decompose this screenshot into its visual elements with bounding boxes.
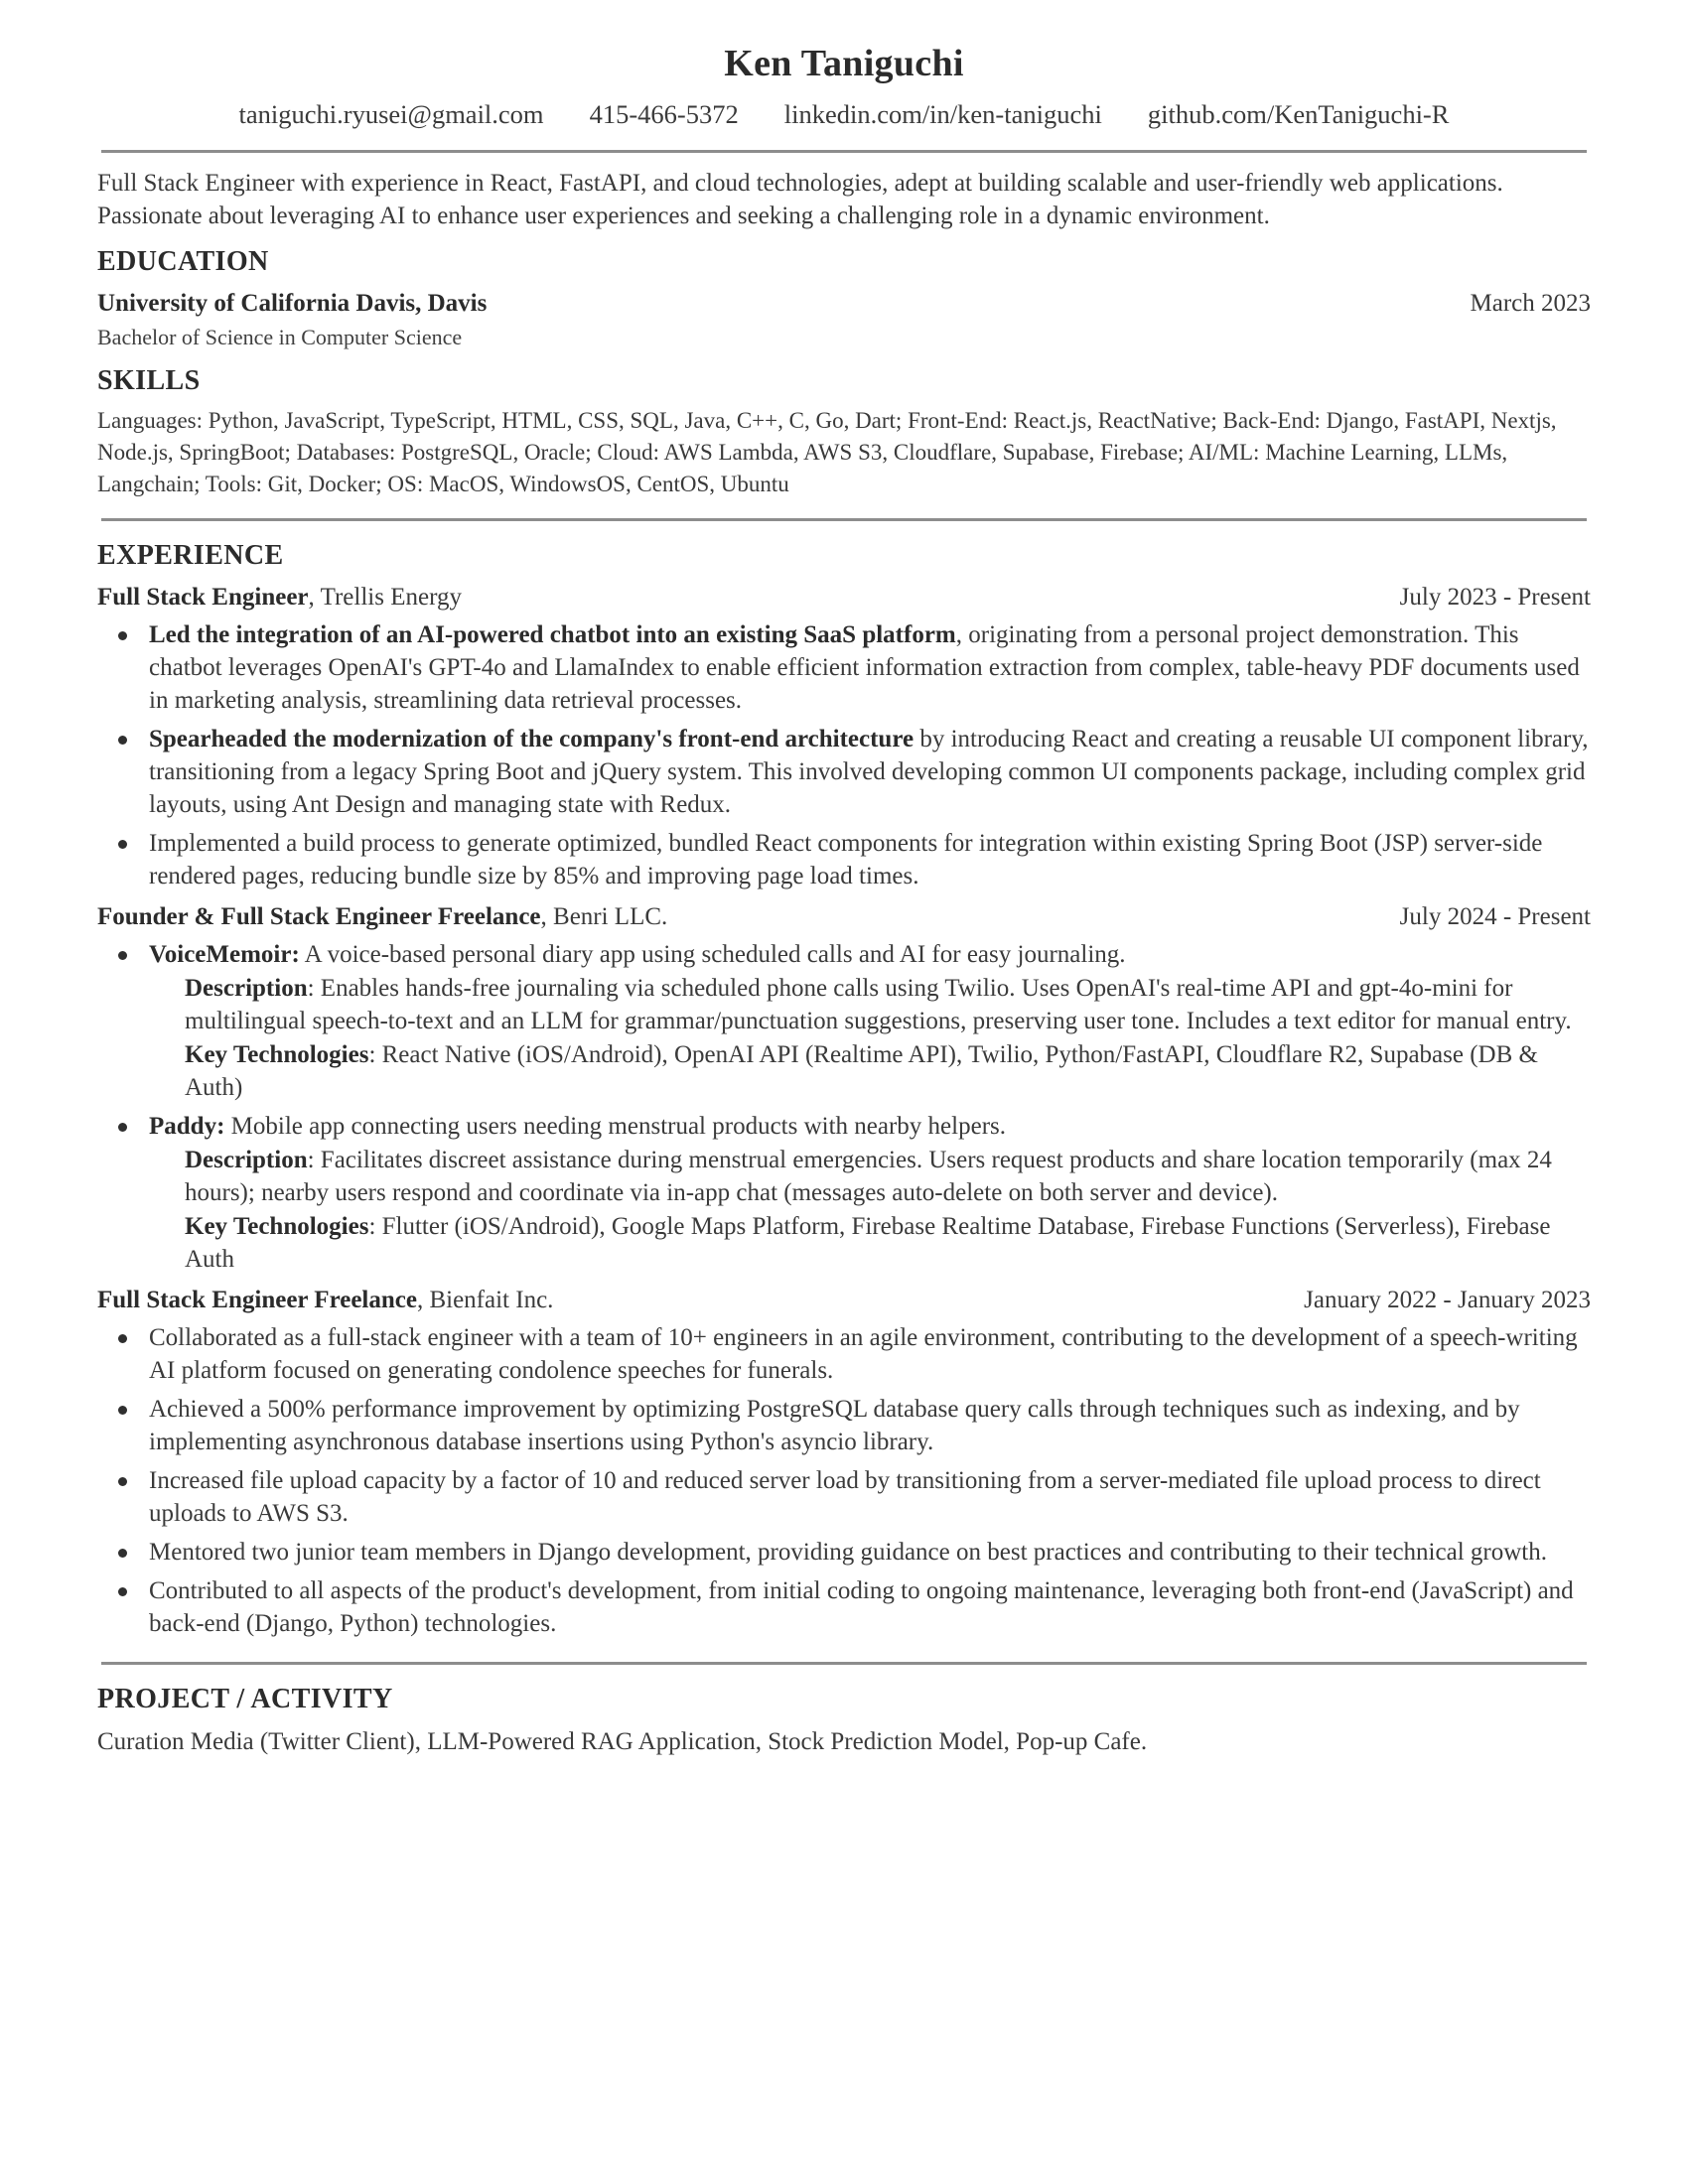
job-title: Full Stack Engineer bbox=[97, 583, 309, 611]
section-heading-project: PROJECT / ACTIVITY bbox=[97, 1684, 393, 1715]
project-description bbox=[149, 1144, 1591, 1209]
bullet-text: Achieved a 500% performance improvement by optimizing PostgreSQL database query calls through techniques such as indexing, and by implementing asynchronous database insertions using Python's asyncio library. bbox=[149, 1396, 1520, 1456]
education-entry bbox=[97, 288, 1591, 319]
bullet-lead: Led the integration of an AI-powered chatbot into an existing SaaS platform bbox=[149, 620, 956, 648]
contact-row bbox=[0, 99, 1688, 130]
resume-header bbox=[0, 0, 1688, 130]
job-title-org bbox=[97, 1285, 553, 1315]
divider-experience bbox=[101, 1662, 1587, 1665]
project-name: Paddy: bbox=[149, 1113, 225, 1141]
bullet-text: , originating from a personal project demonstration. This chatbot leverages OpenAI's GPT-4o and LlamaIndex to enable efficient information extraction from complex, table-heavy PDF documents used in marketing analysis, streamlining data retrieval processes. bbox=[149, 620, 1580, 714]
bullet-text: Implemented a build process to generate optimized, bundled React components for integration within existing Spring Boot (JSP) server-side rendered pages, reducing bundle size by 85% and improving page load times. bbox=[149, 829, 1543, 889]
section-heading-skills: SKILLS bbox=[97, 364, 201, 396]
sub-label: Key Technologies bbox=[185, 1041, 369, 1069]
resume-body bbox=[0, 167, 1688, 500]
project-key-technologies bbox=[149, 1210, 1591, 1276]
contact-email[interactable]: taniguchi.ryusei@gmail.com bbox=[238, 98, 544, 129]
job-date: July 2023 - Present bbox=[1399, 583, 1591, 611]
job-bullet-list bbox=[97, 618, 1591, 892]
list-item bbox=[97, 1321, 1591, 1387]
bullet-text: Increased file upload capacity by a factor of 10 and reduced server load by transitioning from a server-mediated file upload process to direct uploads to AWS S3. bbox=[149, 1467, 1541, 1528]
divider-header bbox=[101, 150, 1587, 153]
job-org: Trellis Energy bbox=[320, 583, 462, 611]
bullet-text: Mentored two junior team members in Django development, providing guidance on best practices and contributing to their technical growth. bbox=[149, 1539, 1547, 1567]
job-separator: , bbox=[540, 902, 554, 930]
job-separator: , bbox=[308, 583, 321, 611]
project-body: Curation Media (Twitter Client), LLM-Powered RAG Application, Stock Prediction Model, Pop-up Cafe. bbox=[97, 1728, 1148, 1756]
job-title-org bbox=[97, 582, 462, 613]
job-title-org bbox=[97, 901, 667, 932]
job-bullet-list bbox=[97, 938, 1591, 1276]
job-header bbox=[97, 901, 1591, 932]
section-heading-experience: EXPERIENCE bbox=[97, 540, 284, 572]
divider-skills bbox=[101, 518, 1587, 521]
sub-label: Description bbox=[185, 1147, 308, 1174]
project-key-technologies bbox=[149, 1038, 1591, 1104]
list-item bbox=[97, 1110, 1591, 1276]
list-item bbox=[97, 1464, 1591, 1530]
job-org: Benri LLC. bbox=[553, 902, 668, 930]
job-header bbox=[97, 1285, 1591, 1315]
project-description bbox=[149, 972, 1591, 1037]
bullet-text: Mobile app connecting users needing menstrual products with nearby helpers. bbox=[224, 1113, 1007, 1141]
summary-paragraph: Full Stack Engineer with experience in React, FastAPI, and cloud technologies, adept at building scalable and user-friendly web applications. Passionate about leveraging AI to enhance user experiences and seeking a challenging role in a dynamic environment. bbox=[97, 169, 1503, 230]
page-title: Ken Taniguchi bbox=[724, 43, 964, 84]
job-title: Full Stack Engineer Freelance bbox=[97, 1287, 417, 1314]
project-name: VoiceMemoir: bbox=[149, 941, 300, 969]
job-org: Bienfait Inc. bbox=[429, 1287, 554, 1314]
education-date: March 2023 bbox=[1470, 289, 1591, 317]
sub-label: Description bbox=[185, 975, 308, 1003]
bullet-text: Contributed to all aspects of the product's development, from initial coding to ongoing maintenance, leveraging both front-end (JavaScript) and back-end (Django, Python) technologies. bbox=[149, 1577, 1574, 1638]
section-heading-education: EDUCATION bbox=[97, 246, 269, 278]
sub-text: : Flutter (iOS/Android), Google Maps Platform, Firebase Realtime Database, Firebase Functions (Serverless), Firebase Auth bbox=[185, 1213, 1551, 1274]
bullet-text: Collaborated as a full-stack engineer with a team of 10+ engineers in an agile environment, contributing to the development of a speech-writing AI platform focused on generating condolence speeches for funerals. bbox=[149, 1324, 1578, 1385]
sub-text: : Enables hands-free journaling via scheduled phone calls using Twilio. Uses OpenAI's real-time API and gpt-4o-mini for multilingual speech-to-text and an LLM for grammar/punctuation suggestions, preserving user tone. Includes a text editor for manual entry. bbox=[185, 975, 1572, 1035]
list-item bbox=[97, 1574, 1591, 1640]
list-item bbox=[97, 1393, 1591, 1458]
contact-linkedin[interactable]: linkedin.com/in/ken-taniguchi bbox=[783, 98, 1102, 129]
list-item bbox=[97, 618, 1591, 717]
education-degree: Bachelor of Science in Computer Science bbox=[97, 325, 463, 350]
skills-body: Languages: Python, JavaScript, TypeScript, HTML, CSS, SQL, Java, C++, C, Go, Dart; Front-End: React.js, ReactNative; Back-End: Django, FastAPI, Nextjs, Node.js, SpringBoot; Databases: PostgreSQL, Oracle; Cloud: AWS Lambda, AWS S3, Cloudflare, Supabase, Firebase; AI/ML: Machine Learning, LLMs, Langchain; Tools: Git, Docker; OS: MacOS, WindowsOS, CentOS, Ubuntu bbox=[97, 408, 1557, 497]
education-school bbox=[97, 288, 487, 319]
bullet-text: by introducing React and creating a reusable UI component library, transitioning from a legacy Spring Boot and jQuery system. This involved developing common UI components package, including complex grid layouts, using Ant Design and managing state with Redux. bbox=[149, 725, 1589, 818]
list-item bbox=[97, 938, 1591, 1104]
contact-phone[interactable]: 415-466-5372 bbox=[589, 98, 739, 129]
list-item bbox=[97, 723, 1591, 821]
sub-text: : Facilitates discreet assistance during menstrual emergencies. Users request products and share location temporarily (max 24 hours); nearby users respond and coordinate via in-app chat (messages auto-delete on both server and device). bbox=[185, 1147, 1552, 1207]
sub-text: : React Native (iOS/Android), OpenAI API (Realtime API), Twilio, Python/FastAPI, Cloudflare R2, Supabase (DB & Auth) bbox=[185, 1041, 1538, 1102]
project-section bbox=[0, 1683, 1688, 1758]
list-item bbox=[97, 1536, 1591, 1569]
job-date: January 2022 - January 2023 bbox=[1304, 1287, 1591, 1314]
bullet-lead: Spearheaded the modernization of the company's front-end architecture bbox=[149, 725, 914, 752]
job-title: Founder & Full Stack Engineer Freelance bbox=[97, 902, 541, 930]
sub-label: Key Technologies bbox=[185, 1213, 369, 1241]
job-bullet-list bbox=[97, 1321, 1591, 1640]
job-separator: , bbox=[416, 1287, 430, 1314]
experience-section bbox=[0, 539, 1688, 1640]
bullet-text: A voice-based personal diary app using scheduled calls and AI for easy journaling. bbox=[299, 941, 1126, 969]
contact-github[interactable]: github.com/KenTaniguchi-R bbox=[1147, 98, 1450, 129]
list-item bbox=[97, 827, 1591, 892]
job-header bbox=[97, 582, 1591, 613]
education-school-name: University of California Davis, Davis bbox=[97, 289, 488, 317]
job-date: July 2024 - Present bbox=[1399, 902, 1591, 930]
